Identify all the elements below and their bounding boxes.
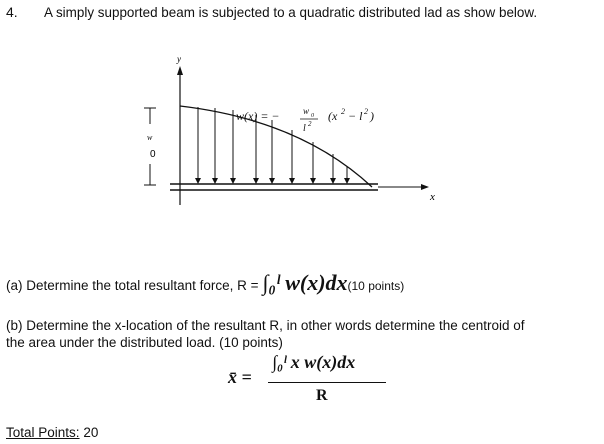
svg-text:w: w: [303, 106, 310, 116]
svg-text:− l: − l: [348, 109, 363, 123]
svg-text:): ): [370, 109, 374, 123]
fraction-bar: [268, 382, 386, 383]
svg-text:2: 2: [308, 120, 312, 128]
part-a-line: [6, 270, 404, 296]
svg-text:l: l: [303, 123, 306, 134]
svg-text:2: 2: [364, 107, 368, 116]
svg-text:(x: (x: [328, 109, 338, 123]
load-equation: [236, 106, 374, 134]
part-a-points: (10 points): [347, 279, 405, 293]
part-b-line-2: the area under the distributed load. (10 points): [6, 335, 283, 350]
centroid-denominator: R: [316, 387, 328, 404]
question-title: A simply supported beam is subjected to a quadratic distributed lad as show below.: [44, 4, 538, 20]
centroid-numerator: ∫₀ˡ x w(x)dx: [272, 352, 356, 372]
w0-label-w: w: [147, 133, 153, 142]
centroid-lhs: x̄ =: [228, 367, 252, 387]
w0-label-subscript: 0: [150, 149, 156, 160]
x-axis-arrow: [421, 184, 429, 190]
svg-text:w(x) = −: w(x) = −: [236, 109, 280, 123]
part-b-line-1: (b) Determine the x-location of the resultant R, in other words determine the centroid of: [6, 318, 525, 333]
svg-text:0: 0: [311, 113, 314, 119]
load-arrow-heads: [195, 178, 350, 184]
centroid-formula: [228, 352, 388, 412]
total-points-label: Total Points:: [6, 425, 80, 440]
y-axis-arrow: [177, 66, 183, 75]
x-axis-label: x: [430, 191, 435, 203]
part-a-integral: ∫₀ˡ w(x)dx: [262, 270, 348, 295]
y-axis-label: y: [177, 54, 181, 64]
total-points-value: 20: [83, 425, 99, 440]
part-a-text: (a) Determine the total resultant force, R =: [6, 278, 259, 293]
svg-text:2: 2: [341, 107, 345, 116]
total-points: [6, 425, 98, 440]
question-number: 4.: [6, 4, 18, 20]
